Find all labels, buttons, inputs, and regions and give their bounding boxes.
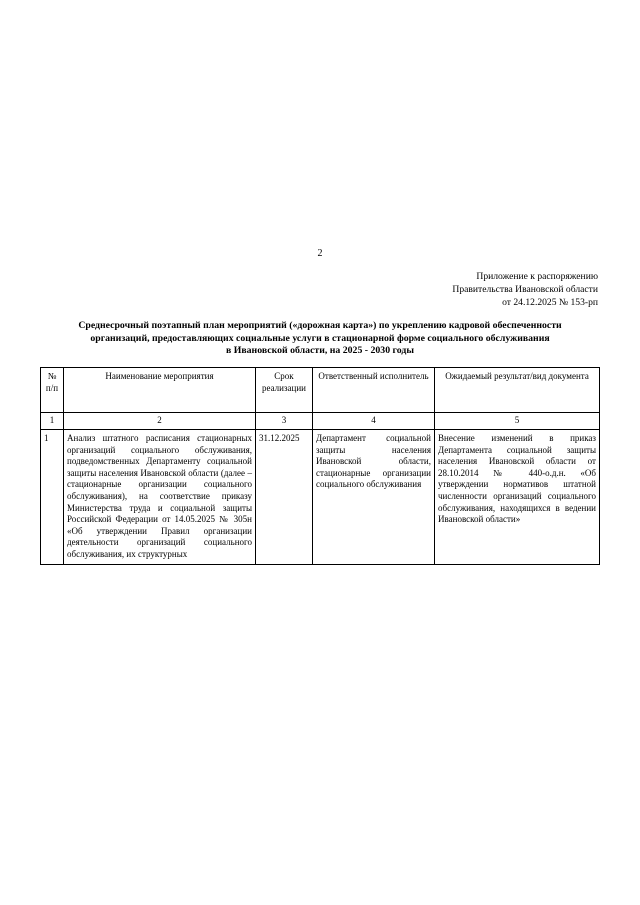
roadmap-table bbox=[40, 367, 600, 565]
column-number: 1 bbox=[41, 413, 64, 430]
column-number: 2 bbox=[64, 413, 256, 430]
title-line-2: организаций, предоставляющих социальные услуги в стационарной форме социального обслуживания bbox=[90, 332, 550, 344]
row-number: 1 bbox=[41, 430, 64, 565]
deadline-cell: 31.12.2025 bbox=[256, 430, 313, 565]
responsible-cell: Департамент социальной защиты населения Ивановской области, стационарные организации социального обслуживания bbox=[313, 430, 435, 565]
table-header-row bbox=[41, 368, 600, 413]
title-line-1: Среднесрочный поэтапный план мероприятий («дорожная карта») по укреплению кадровой обеспеченности bbox=[78, 320, 562, 331]
appendix-line-3: от 24.12.2025 № 153-рп bbox=[502, 297, 598, 308]
title-line-3: в Ивановской области, на 2025 - 2030 годы bbox=[226, 345, 414, 356]
column-number: 4 bbox=[313, 413, 435, 430]
header-responsible: Ответственный исполнитель bbox=[313, 368, 435, 413]
appendix-line-1: Приложение к распоряжению bbox=[476, 271, 598, 282]
table-row bbox=[41, 430, 600, 565]
header-number: № п/п bbox=[41, 368, 64, 413]
appendix-line-2: Правительства Ивановской области bbox=[452, 284, 598, 295]
column-number: 5 bbox=[435, 413, 600, 430]
page-number: 2 bbox=[317, 248, 323, 259]
column-numbers-row bbox=[41, 413, 600, 430]
header-event: Наименование мероприятия bbox=[64, 368, 256, 413]
header-deadline: Срок реализации bbox=[256, 368, 313, 413]
result-cell: Внесение изменений в приказ Департамента социальной защиты населения Ивановской области от 28.10.2014 № 440-о.д.н. «Об утверждении нормативов штатной численности организаций социального обслуживания, находящихся в ведении Ивановской области» bbox=[435, 430, 600, 565]
header-result: Ожидаемый результат/вид документа bbox=[435, 368, 600, 413]
document-title bbox=[40, 320, 600, 358]
appendix-block bbox=[452, 270, 598, 309]
event-cell: Анализ штатного расписания стационарных организаций социального обслуживания, подведомственных Департаменту социальной защиты населения Ивановской области (далее – стационарные организации социального обслуживания), на соответствие приказу Министерства труда и социальной защиты Российской Федерации от 14.05.2025 № 305н «Об утверждении Правил организации деятельности организаций социального обслуживания, их структурных bbox=[64, 430, 256, 565]
column-number: 3 bbox=[256, 413, 313, 430]
